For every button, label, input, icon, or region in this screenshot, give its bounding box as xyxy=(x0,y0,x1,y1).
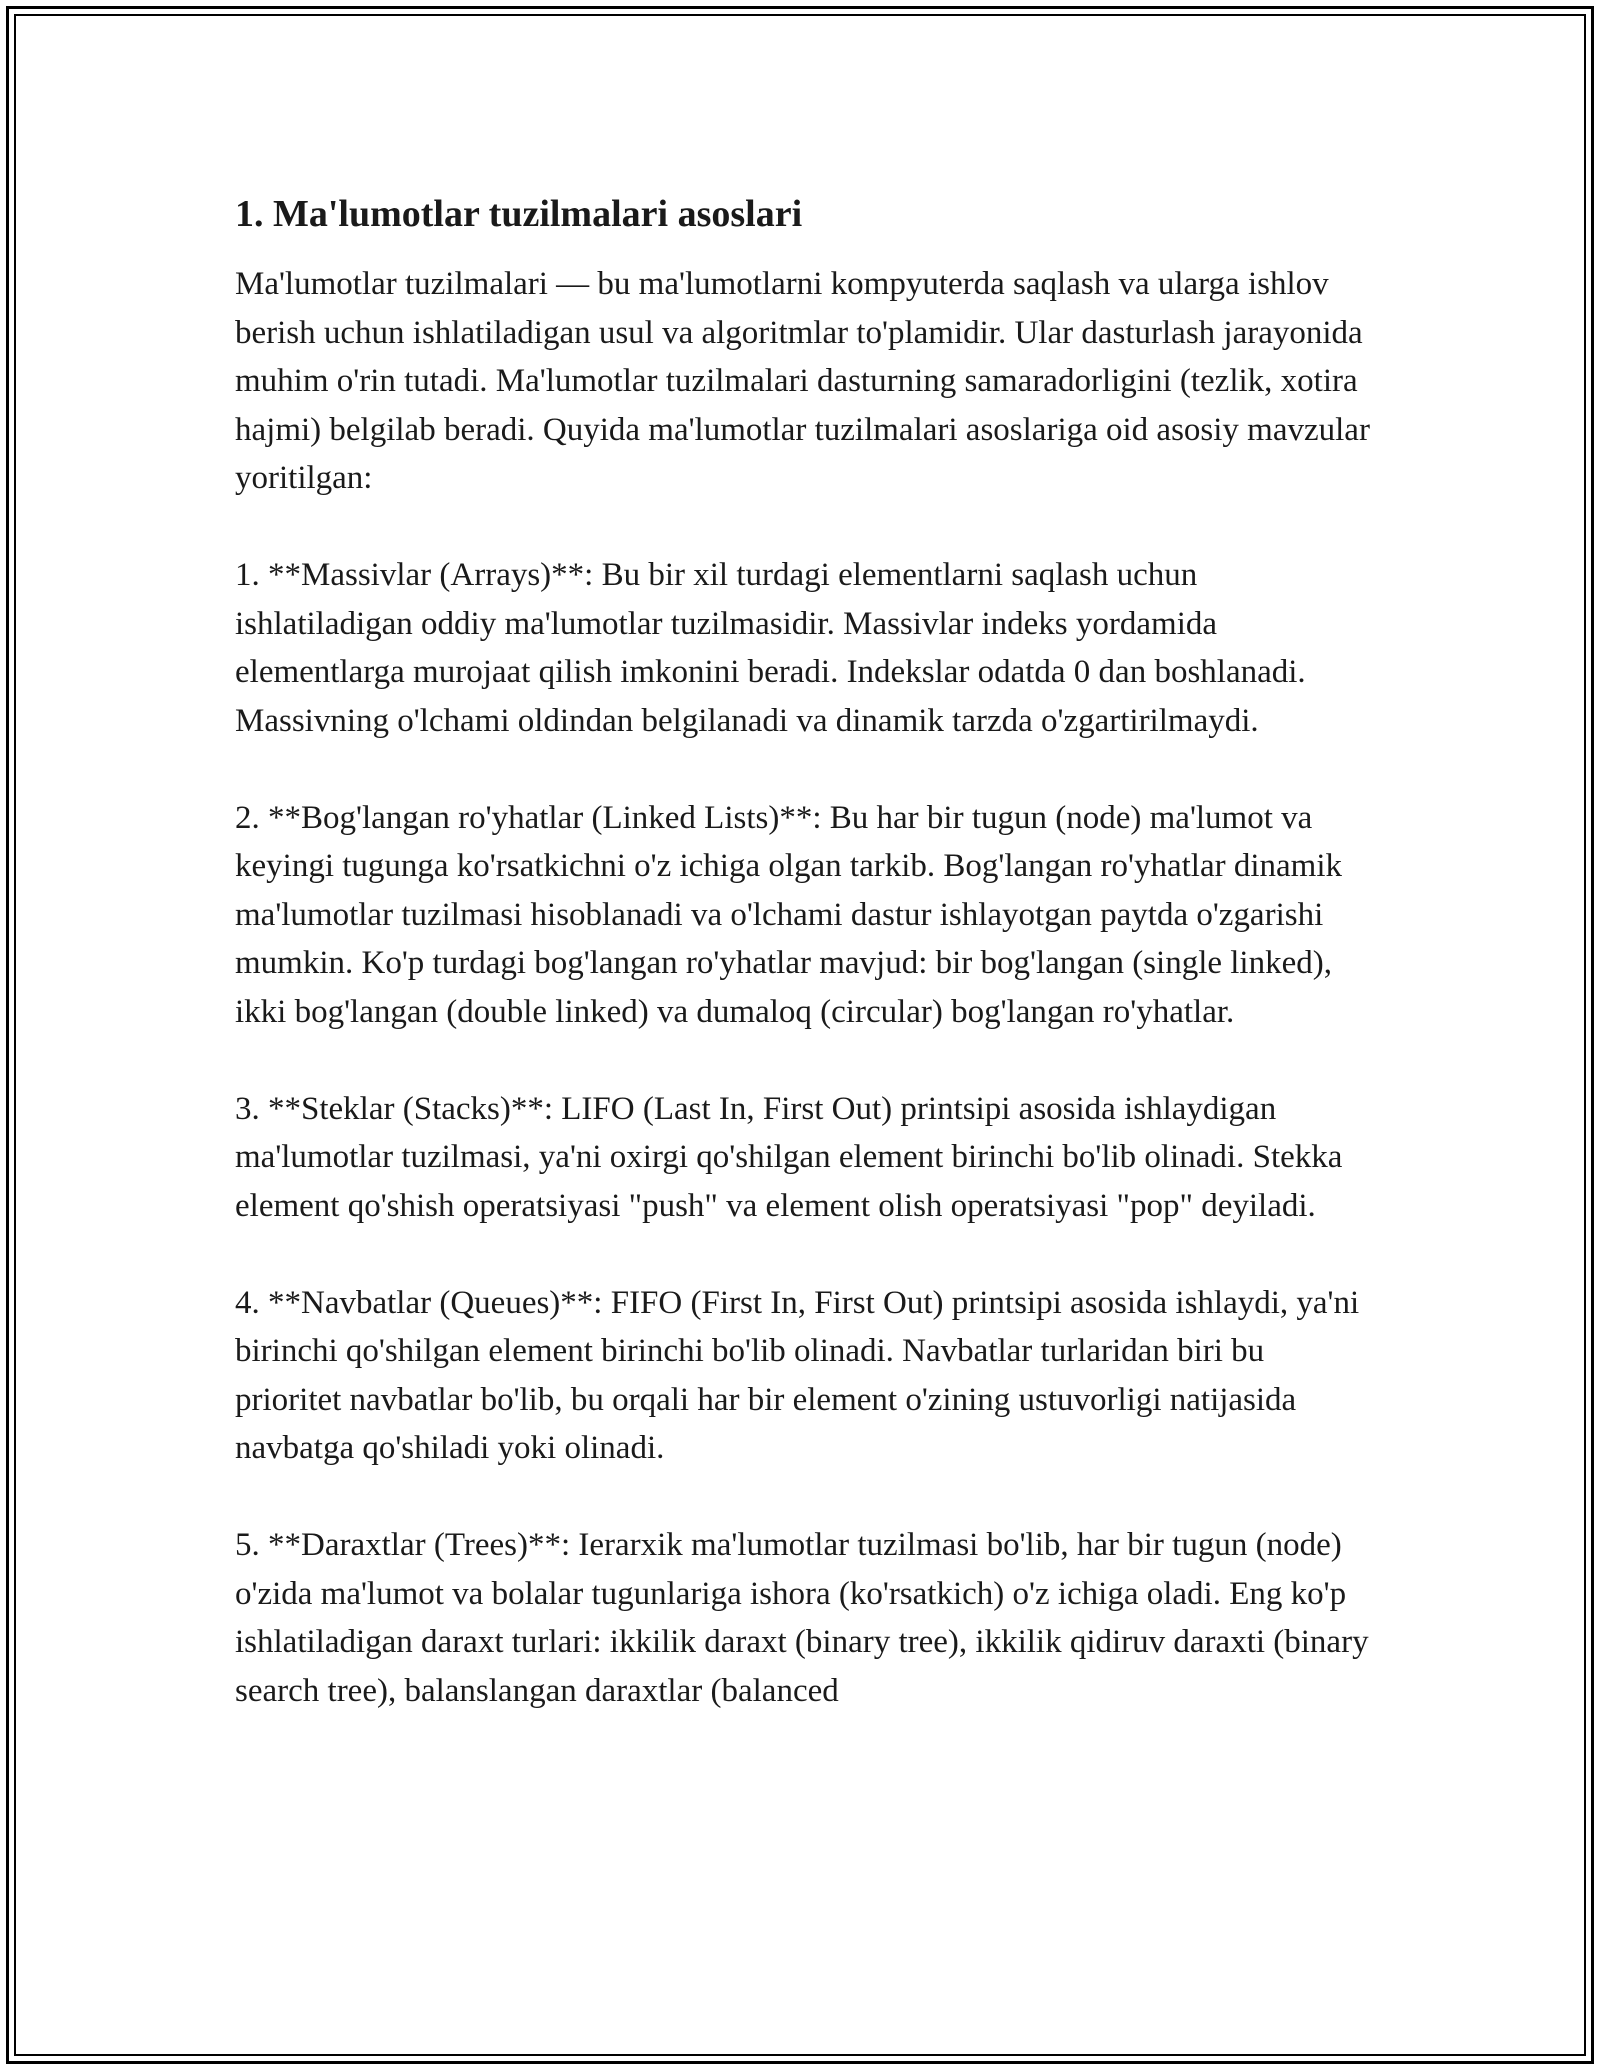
paragraph-arrays: 1. **Massivlar (Arrays)**: Bu bir xil turdagi elementlarni saqlash uchun ishlatiladigan oddiy ma'lumotlar tuzilmasidir. Massivlar indeks yordamida elementlarga murojaat qilish imkonini beradi. Indekslar odatda 0 dan boshlanadi. Massivning o'lchami oldindan belgilanadi va dinamik tarzda o'zgartirilmaydi. xyxy=(235,557,1306,739)
paragraph-stacks: 3. **Steklar (Stacks)**: LIFO (Last In, First Out) printsipi asosida ishlaydigan ma'lumotlar tuzilmasi, ya'ni oxirgi qo'shilgan element birinchi bo'lib olinadi. Stekka element qo'shish operatsiyasi "push" va element olish operatsiyasi "pop" deyiladi. xyxy=(235,1090,1343,1224)
document-body xyxy=(235,190,1375,1715)
paragraph-intro: Ma'lumotlar tuzilmalari — bu ma'lumotlarni kompyuterda saqlash va ularga ishlov berish uchun ishlatiladigan usul va algoritmlar to'plamidir. Ular dasturlash jarayonida muhim o'rin tutadi. Ma'lumotlar tuzilmalari dasturning samaradorligini (tezlik, xotira hajmi) belgilab beradi. Quyida ma'lumotlar tuzilmalari asoslariga oid asosiy mavzular yoritilgan: xyxy=(235,266,1370,496)
paragraph-trees: 5. **Daraxtlar (Trees)**: Ierarxik ma'lumotlar tuzilmasi bo'lib, har bir tugun (node) o'zida ma'lumot va bolalar tugunlariga ishora (ko'rsatkich) o'z ichiga oladi. Eng ko'p ishlatiladigan daraxt turlari: ikkilik daraxt (binary tree), ikkilik qidiruv daraxti (binary search tree), balanslangan daraxtlar (balanced xyxy=(235,1527,1369,1709)
paragraph-queues: 4. **Navbatlar (Queues)**: FIFO (First In, First Out) printsipi asosida ishlaydi, ya'ni birinchi qo'shilgan element birinchi bo'lib olinadi. Navbatlar turlaridan biri bu prioritet navbatlar bo'lib, bu orqali har bir element o'zining ustuvorligi natijasida navbatga qo'shiladi yoki olinadi. xyxy=(235,1284,1360,1466)
section-heading: 1. Ma'lumotlar tuzilmalari asoslari xyxy=(235,193,803,235)
paragraph-linked-lists: 2. **Bog'langan ro'yhatlar (Linked Lists)**: Bu har bir tugun (node) ma'lumot va keyingi tugunga ko'rsatkichni o'z ichiga olgan tarkib. Bog'langan ro'yhatlar dinamik ma'lumotlar tuzilmasi hisoblanadi va o'lchami dastur ishlayotgan paytda o'zgarishi mumkin. Ko'p turdagi bog'langan ro'yhatlar mavjud: bir bog'langan (single linked), ikki bog'langan (double linked) va dumaloq (circular) bog'langan ro'yhatlar. xyxy=(235,799,1343,1030)
